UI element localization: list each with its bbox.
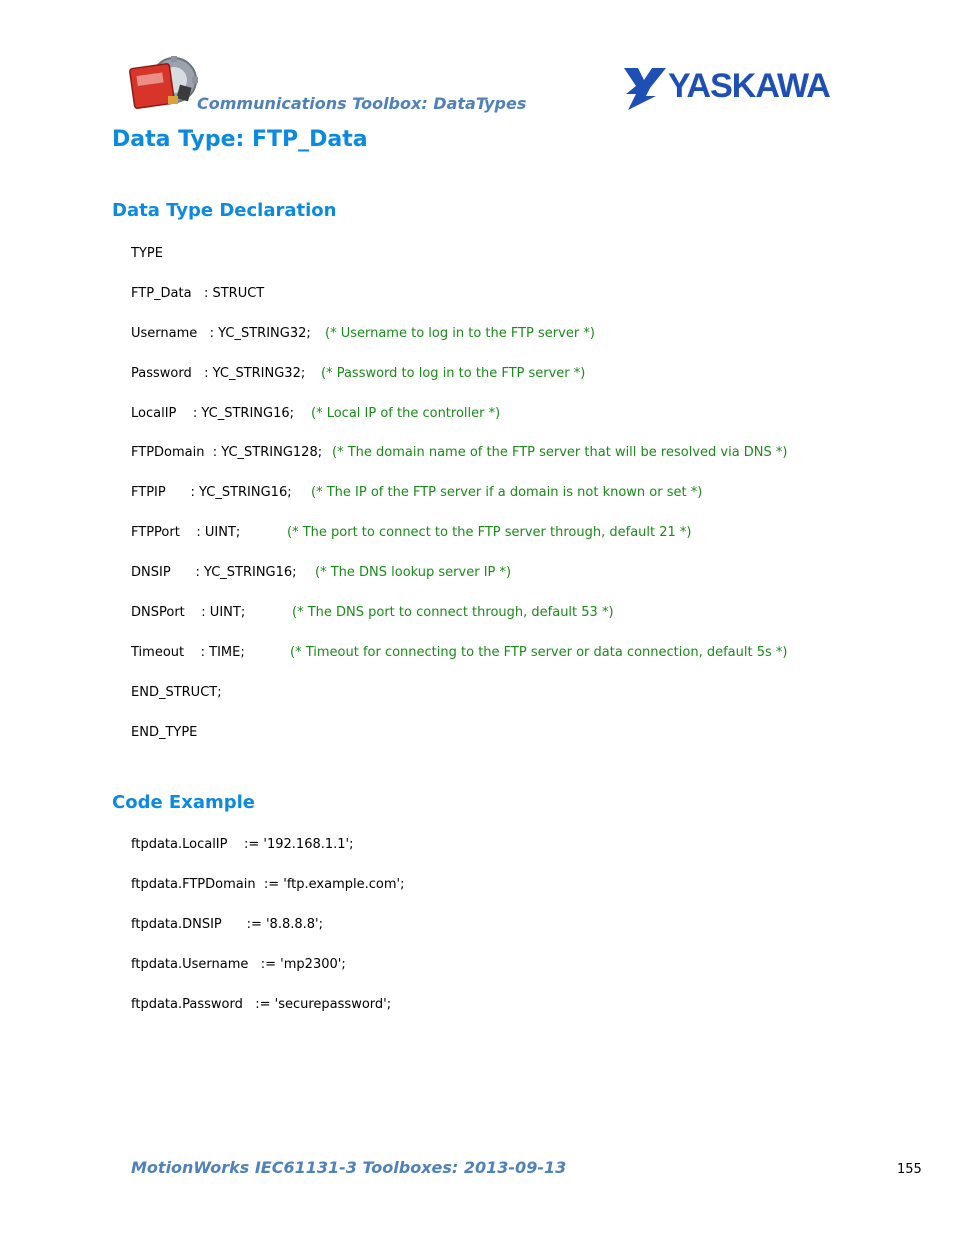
toolbox-gear-icon [128,56,200,112]
example-line: ftpdata.FTPDomain := 'ftp.example.com'; [131,877,405,892]
declaration-heading: Data Type Declaration [112,200,337,221]
declaration-comment: (* The DNS lookup server IP *) [315,565,512,580]
declaration-comment: (* The port to connect to the FTP server through, default 21 *) [287,525,692,540]
declaration-line [131,445,788,461]
example-line: ftpdata.DNSIP := '8.8.8.8'; [131,917,323,932]
page-title: Data Type: FTP_Data [112,127,368,152]
declaration-line [131,525,692,541]
declaration-comment: (* Timeout for connecting to the FTP server or data connection, default 5s *) [290,645,788,660]
declaration-code: DNSIP : YC_STRING16; [131,565,297,580]
declaration-line [131,565,512,581]
declaration-code: DNSPort : UINT; [131,605,246,620]
declaration-line [131,605,614,621]
declaration-code: END_STRUCT; [131,685,222,700]
declaration-comment: (* Username to log in to the FTP server *) [325,326,595,341]
declaration-line [131,406,501,422]
example-line: ftpdata.Username := 'mp2300'; [131,957,346,972]
brand-logo-text: YASKAWA [668,67,830,105]
declaration-comment: (* The domain name of the FTP server that will be resolved via DNS *) [332,445,788,460]
declaration-comment: (* The DNS port to connect through, default 53 *) [292,605,614,620]
example-line: ftpdata.LocalIP := '192.168.1.1'; [131,837,354,852]
declaration-line [131,326,595,342]
declaration-code: FTPPort : UINT; [131,525,241,540]
declaration-code: TYPE [131,246,163,261]
declaration-code: END_TYPE [131,725,198,740]
declaration-code: Timeout : TIME; [131,645,245,660]
declaration-code: Password : YC_STRING32; [131,366,306,381]
example-heading: Code Example [112,792,256,813]
declaration-line [131,645,788,661]
footer-text: MotionWorks IEC61131-3 Toolboxes: 2013-09-13 [131,1158,567,1177]
declaration-line [131,286,264,302]
declaration-code: FTPIP : YC_STRING16; [131,485,292,500]
page-number: 155 [897,1162,922,1177]
declaration-line [131,485,703,501]
declaration-code: Username : YC_STRING32; [131,326,311,341]
declaration-code: FTP_Data : STRUCT [131,286,265,301]
declaration-line [131,685,222,701]
declaration-line [131,725,197,741]
declaration-code: FTPDomain : YC_STRING128; [131,445,323,460]
example-line: ftpdata.Password := 'securepassword'; [131,997,392,1012]
declaration-code: LocalIP : YC_STRING16; [131,406,294,421]
declaration-comment: (* Local IP of the controller *) [311,406,501,421]
yaskawa-logo [622,66,844,112]
declaration-line [131,246,163,262]
header-subtitle: Communications Toolbox: DataTypes [197,94,527,113]
declaration-comment: (* Password to log in to the FTP server *) [321,366,586,381]
declaration-comment: (* The IP of the FTP server if a domain is not known or set *) [311,485,703,500]
declaration-line [131,366,586,382]
